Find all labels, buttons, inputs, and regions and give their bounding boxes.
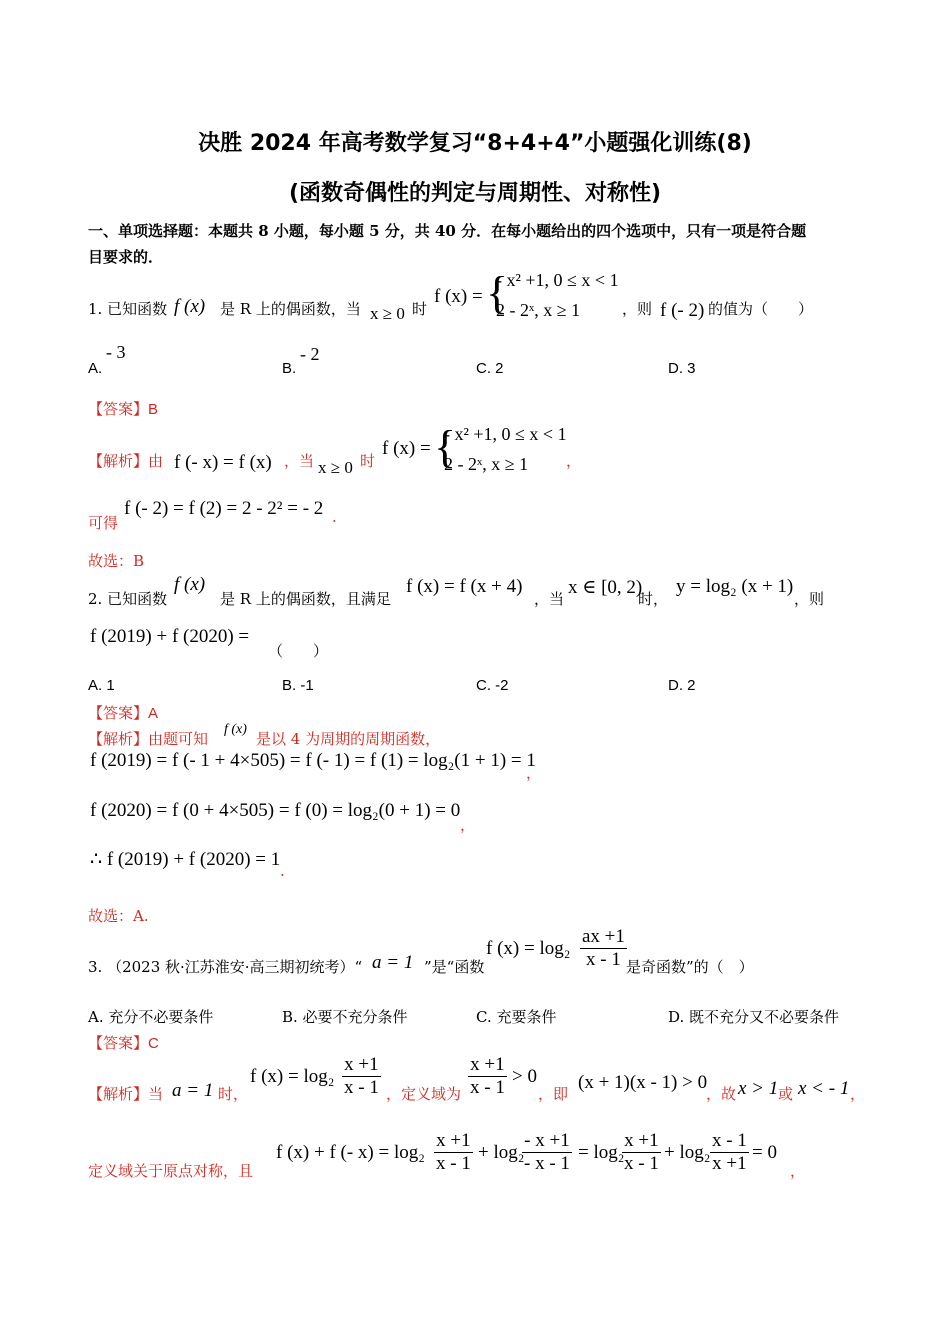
q3-frac2-num: x +1: [468, 1054, 507, 1077]
q3-option-b: B. 必要不充分条件: [282, 1008, 408, 1026]
q3-option-d: D. 既不充分又不必要条件: [668, 1008, 840, 1026]
q3-sum-a: f (x) + f (- x) = log₂: [276, 1142, 425, 1163]
page-subtitle: (函数奇偶性的判定与周期性、对称性): [288, 181, 662, 206]
q3-gt0: > 0: [512, 1066, 537, 1087]
section-header-line1: 一、单项选择题：本题共 8 小题，每小题 5 分，共 40 分．在每小题给出的四个选项中，只有一项是符合题: [88, 222, 807, 240]
q3-frac: [580, 926, 627, 971]
q2-fx: f (x): [174, 574, 206, 595]
q2-sum-expr: f (2019) + f (2020) =: [90, 626, 250, 647]
q3-frac2-den: x - 1: [470, 1077, 505, 1098]
q2-line1-tail: ，: [526, 764, 542, 782]
q3-a-eq: a = 1: [372, 952, 414, 973]
q1-analysis-piece1: - x² +1, 0 ≤ x < 1: [444, 424, 567, 444]
q2-conclusion: 故选：A.: [88, 907, 149, 925]
q1-analysis-comma: ，: [566, 452, 582, 470]
q3-frac2: [468, 1054, 507, 1099]
q2-line3-tail: .: [280, 862, 285, 880]
q1-brace: {: [486, 267, 509, 318]
q3-line2-tail: ，: [790, 1162, 806, 1180]
q1-option-b-value: - 2: [300, 344, 320, 364]
q3-option-c: C. 充要条件: [476, 1008, 557, 1026]
q1-answer: 【答案】B: [88, 401, 159, 418]
q1-stem-a: 1. 已知函数: [88, 300, 168, 318]
q3-frac-s1-num: x +1: [434, 1130, 473, 1153]
q3-frac-s3-den: x - 1: [624, 1153, 659, 1174]
q3-line2-a: 定义域关于原点对称，且: [88, 1162, 254, 1180]
q3-eq0: = 0: [752, 1142, 777, 1163]
q3-analysis-b: 时，: [218, 1085, 249, 1103]
q1-option-c: C. 2: [476, 360, 504, 377]
q1-analysis-when: ，当: [284, 452, 315, 470]
q1-conclusion: 故选：B: [88, 552, 145, 570]
q3-plus-log: + log₂: [478, 1142, 525, 1163]
q2-blank: （ ）: [268, 642, 329, 660]
q3-frac-s2-den: - x - 1: [524, 1153, 570, 1174]
q3-frac1-den: x - 1: [344, 1077, 379, 1098]
q2-line3: ∴ f (2019) + f (2020) = 1: [90, 849, 281, 870]
q3-option-a: A. 充分不必要条件: [88, 1008, 214, 1026]
q3-frac-s1-den: x - 1: [436, 1153, 471, 1174]
q3-analysis-a: 【解析】当: [88, 1085, 164, 1103]
q3-frac1-num: x +1: [342, 1054, 381, 1077]
q1-analysis-cond: x ≥ 0: [318, 458, 353, 477]
q1-analysis-label: 【解析】由: [88, 452, 164, 470]
q1-piece1: - x² +1, 0 ≤ x < 1: [496, 270, 619, 290]
q3-fx-log: f (x) = log₂: [250, 1066, 335, 1087]
q1-option-a-value: - 3: [106, 342, 126, 362]
q1-result-dot: .: [332, 508, 337, 526]
q2-stem-c: ，当: [534, 590, 565, 608]
q1-stem-d: ，则: [622, 300, 653, 318]
q2-line2-tail: ，: [460, 816, 476, 834]
q1-analysis-eq1: f (- x) = f (x): [174, 452, 272, 473]
q3-analysis-cond: a = 1: [172, 1080, 214, 1101]
q2-option-b: B. -1: [282, 677, 314, 694]
q1-fx-eq: f (x) =: [434, 286, 483, 307]
q3-stem-b: ”是“函数: [424, 958, 485, 976]
q2-stem-b: 是 R 上的偶函数，且满足: [220, 590, 391, 608]
q2-log-eq: y = log₂ (x + 1): [676, 576, 794, 597]
q2-line1: f (2019) = f (- 1 + 4×505) = f (- 1) = f (1) = log₂(1 + 1) = 1: [90, 750, 536, 771]
q2-stem-e: ，则: [794, 590, 825, 608]
page-title: 决胜 2024 年高考数学复习“8+4+4”小题强化训练(8): [198, 131, 752, 156]
q1-f-neg2: f (- 2): [660, 300, 705, 321]
q2-analysis-a: 【解析】由题可知: [88, 730, 209, 748]
q1-fx: f (x): [174, 296, 206, 317]
q3-answer: 【答案】C: [88, 1035, 159, 1052]
q1-analysis-shi: 时: [360, 452, 376, 470]
q2-analysis-fx: f (x): [224, 722, 247, 737]
q2-option-a: A. 1: [88, 677, 115, 694]
q3-frac-s3: [622, 1130, 661, 1175]
q3-frac-s4-den: x +1: [712, 1153, 747, 1174]
q1-option-b-label: B.: [282, 360, 297, 377]
q3-plus-log2: + log₂: [664, 1142, 711, 1163]
q3-analysis-f: ，: [850, 1085, 866, 1103]
q2-analysis-b: 是以 4 为周期的周期函数，: [256, 730, 441, 748]
q3-frac-s4-num: x - 1: [712, 1130, 747, 1151]
q2-line2: f (2020) = f (0 + 4×505) = f (0) = log₂(0 + 1) = 0: [90, 800, 461, 821]
q3-frac-s1: [434, 1130, 473, 1175]
q3-frac-s2-num: - x +1: [522, 1130, 572, 1153]
q2-stem-d: 时，: [638, 590, 669, 608]
q3-stem-c: 是奇函数”的（ ）: [626, 958, 754, 976]
q3-eq-log: = log₂: [578, 1142, 625, 1163]
q1-analysis-brace: {: [434, 421, 457, 472]
q3-frac-num: ax +1: [582, 926, 625, 947]
q1-result-eq: f (- 2) = f (2) = 2 - 2² = - 2: [124, 498, 324, 519]
q3-frac1: [342, 1054, 381, 1099]
q2-eq: f (x) = f (x + 4): [406, 576, 523, 597]
q3-frac-s2: [522, 1130, 572, 1175]
q3-frac-den: x - 1: [586, 949, 621, 970]
q1-analysis-fx: f (x) =: [382, 438, 431, 459]
q2-stem-a: 2. 已知函数: [88, 590, 168, 608]
q3-or: 或: [778, 1085, 794, 1103]
q2-answer: 【答案】A: [88, 705, 159, 722]
q1-analysis-piece2: 2 - 2ˣ, x ≥ 1: [444, 454, 529, 474]
section-header-line2: 目要求的．: [88, 248, 164, 266]
q1-option-d: D. 3: [668, 360, 696, 377]
q1-stem-c: 时: [412, 300, 428, 318]
q2-interval: x ∈ [0, 2): [568, 577, 643, 598]
q3-frac-s3-num: x +1: [622, 1130, 661, 1153]
q3-prod: (x + 1)(x - 1) > 0: [578, 1072, 708, 1093]
q1-option-a-label: A.: [88, 360, 103, 377]
q2-option-d: D. 2: [668, 677, 696, 694]
q3-x-gt1: x > 1: [738, 1078, 779, 1099]
q1-piece2: 2 - 2ˣ, x ≥ 1: [496, 300, 581, 320]
q1-stem-e: 的值为（ ）: [708, 300, 814, 318]
q3-stem-a: 3. （2023 秋·江苏淮安·高三期初统考）“: [88, 958, 363, 976]
q3-analysis-c: ，定义域为: [386, 1085, 462, 1103]
q3-analysis-e: ，故: [706, 1085, 737, 1103]
q1-stem-b: 是 R 上的偶函数，当: [220, 300, 361, 318]
q3-analysis-d: ，即: [538, 1085, 569, 1103]
q2-option-c: C. -2: [476, 677, 509, 694]
q1-kede: 可得: [88, 514, 119, 532]
q3-fx-eq: f (x) = log₂: [486, 938, 571, 959]
q1-cond: x ≥ 0: [370, 304, 405, 323]
q3-frac-s4: [710, 1130, 749, 1175]
q3-x-lt: x < - 1: [798, 1078, 850, 1099]
